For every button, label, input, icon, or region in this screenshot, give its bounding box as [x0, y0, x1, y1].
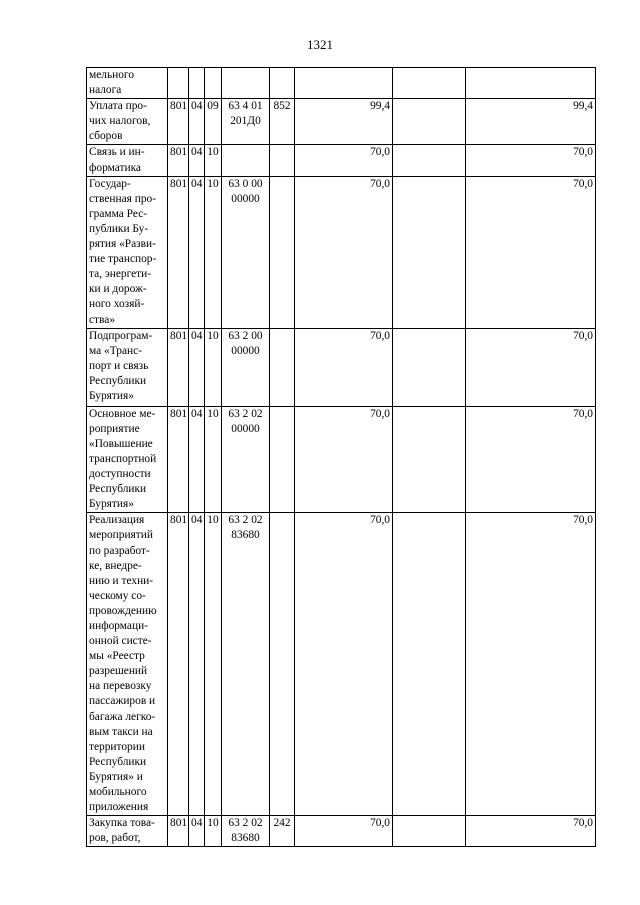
- budget-table-body: [87, 68, 596, 847]
- grbs-code-cell: 801: [168, 816, 189, 847]
- amount-cell-2: [393, 513, 466, 816]
- subsection-code-cell: 10: [205, 816, 222, 847]
- amount-cell-2: [393, 406, 466, 513]
- amount-cell-1: 99,4: [295, 99, 393, 145]
- row-name-cell: Связь и ин- форматика: [87, 145, 168, 176]
- table-row: [87, 406, 596, 513]
- page-number: 1321: [307, 37, 333, 52]
- section-code-cell: 04: [189, 99, 205, 145]
- subsection-code-cell: [205, 68, 222, 99]
- section-code-cell: 04: [189, 513, 205, 816]
- expense-type-cell: [270, 68, 295, 99]
- table-row: [87, 176, 596, 328]
- table-row: [87, 68, 596, 99]
- row-name-cell: Государ- ственная про- грамма Рес- публики Бу- рятия «Разви- тие транспор- та, энергети- ки и дорож- ного хозяй- ства»: [87, 176, 168, 328]
- table-row: [87, 513, 596, 816]
- amount-cell-3: [466, 68, 596, 99]
- amount-cell-1: 70,0: [295, 816, 393, 847]
- amount-cell-2: [393, 328, 466, 406]
- amount-cell-2: [393, 68, 466, 99]
- section-code-cell: 04: [189, 816, 205, 847]
- expense-type-cell: [270, 328, 295, 406]
- grbs-code-cell: 801: [168, 99, 189, 145]
- amount-cell-2: [393, 145, 466, 176]
- row-name-cell: Подпрограм- ма «Транс- порт и связь Республики Бурятия»: [87, 328, 168, 406]
- target-article-cell: 63 2 02 83680: [222, 513, 270, 816]
- grbs-code-cell: 801: [168, 513, 189, 816]
- target-article-cell: 63 0 00 00000: [222, 176, 270, 328]
- expense-type-cell: [270, 406, 295, 513]
- amount-cell-2: [393, 99, 466, 145]
- amount-cell-3: 70,0: [466, 816, 596, 847]
- row-name-cell: Реализация мероприятий по разработ- ке, внедре- нию и техни- ческому со- провождению информаци- онной систе- мы «Реестр разрешений на перевозку пассажиров и багажа легко- вым такси на территории Республики Бурятия» и мобильного приложения: [87, 513, 168, 816]
- subsection-code-cell: 10: [205, 176, 222, 328]
- grbs-code-cell: [168, 68, 189, 99]
- target-article-cell: [222, 68, 270, 99]
- target-article-cell: 63 4 01 201Д0: [222, 99, 270, 145]
- target-article-cell: 63 2 00 00000: [222, 328, 270, 406]
- row-name-cell: Основное ме- роприятие «Повышение транспортной доступности Республики Бурятия»: [87, 406, 168, 513]
- amount-cell-2: [393, 816, 466, 847]
- section-code-cell: 04: [189, 176, 205, 328]
- amount-cell-3: 70,0: [466, 176, 596, 328]
- table-row: [87, 816, 596, 847]
- amount-cell-1: 70,0: [295, 513, 393, 816]
- subsection-code-cell: 09: [205, 99, 222, 145]
- grbs-code-cell: 801: [168, 145, 189, 176]
- subsection-code-cell: 10: [205, 328, 222, 406]
- grbs-code-cell: 801: [168, 406, 189, 513]
- table-row: [87, 145, 596, 176]
- amount-cell-1: 70,0: [295, 145, 393, 176]
- table-row: [87, 328, 596, 406]
- target-article-cell: [222, 145, 270, 176]
- grbs-code-cell: 801: [168, 328, 189, 406]
- amount-cell-1: 70,0: [295, 328, 393, 406]
- amount-cell-3: 70,0: [466, 328, 596, 406]
- subsection-code-cell: 10: [205, 406, 222, 513]
- amount-cell-1: 70,0: [295, 406, 393, 513]
- expense-type-cell: [270, 513, 295, 816]
- section-code-cell: 04: [189, 406, 205, 513]
- subsection-code-cell: 10: [205, 145, 222, 176]
- expense-type-cell: 852: [270, 99, 295, 145]
- section-code-cell: 04: [189, 328, 205, 406]
- amount-cell-1: 70,0: [295, 176, 393, 328]
- grbs-code-cell: 801: [168, 176, 189, 328]
- subsection-code-cell: 10: [205, 513, 222, 816]
- expense-type-cell: [270, 145, 295, 176]
- expense-type-cell: [270, 176, 295, 328]
- amount-cell-3: 70,0: [466, 406, 596, 513]
- row-name-cell: мельного налога: [87, 68, 168, 99]
- expense-type-cell: 242: [270, 816, 295, 847]
- amount-cell-3: 70,0: [466, 513, 596, 816]
- budget-table: [86, 67, 596, 847]
- table-row: [87, 99, 596, 145]
- section-code-cell: [189, 68, 205, 99]
- amount-cell-2: [393, 176, 466, 328]
- amount-cell-3: 70,0: [466, 145, 596, 176]
- row-name-cell: Закупка това- ров, работ,: [87, 816, 168, 847]
- amount-cell-1: [295, 68, 393, 99]
- amount-cell-3: 99,4: [466, 99, 596, 145]
- section-code-cell: 04: [189, 145, 205, 176]
- row-name-cell: Уплата про- чих налогов, сборов: [87, 99, 168, 145]
- target-article-cell: 63 2 02 83680: [222, 816, 270, 847]
- target-article-cell: 63 2 02 00000: [222, 406, 270, 513]
